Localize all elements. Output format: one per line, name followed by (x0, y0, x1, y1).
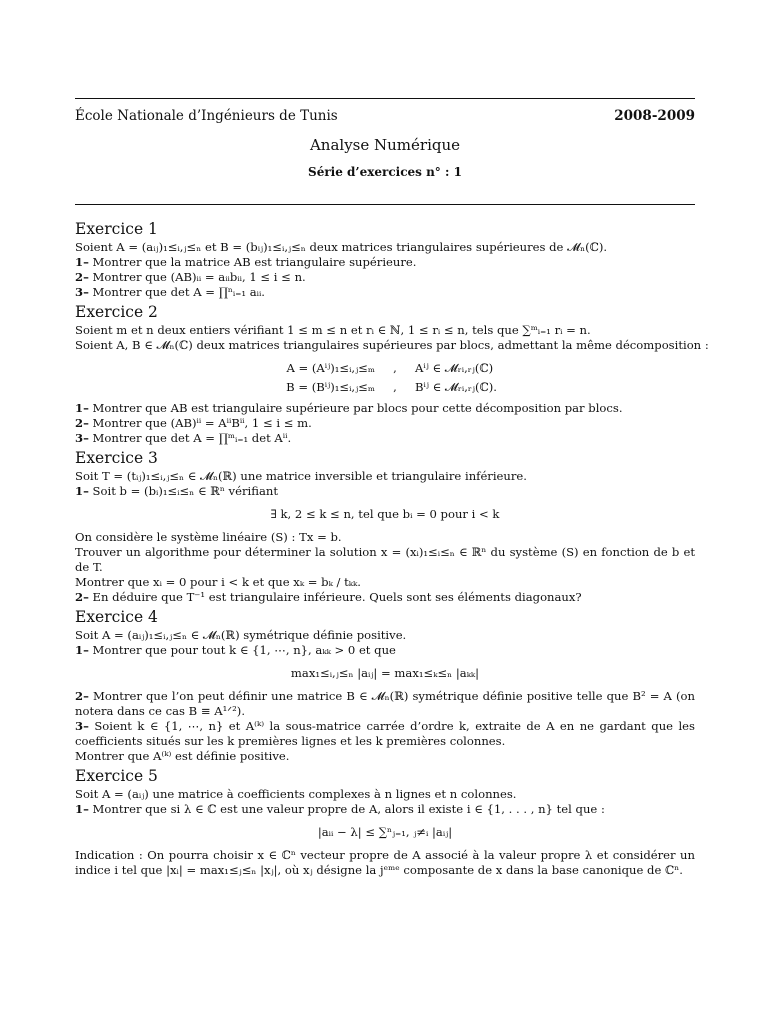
question-number: 3– (75, 431, 89, 445)
equation-right: Bⁱʲ ∈ 𝓜ᵣᵢ,ᵣⱼ(ℂ). (415, 380, 497, 394)
question-text: Soit b = (bᵢ)₁≤ᵢ≤ₙ ∈ ℝⁿ vérifiant (88, 484, 278, 498)
exercise-2-intro-1: Soient m et n deux entiers vérifiant 1 ≤ m ≤ n et rᵢ ∈ ℕ, 1 ≤ rᵢ ≤ n, tels que ∑ᵐᵢ₌₁ rᵢ = n. (75, 323, 591, 337)
equation-separator: , (393, 361, 397, 375)
exercise-1-q3 (75, 285, 695, 300)
exercise-1-q1 (75, 255, 695, 270)
exercise-2-intro-2: Soient A, B ∈ 𝓜ₙ(ℂ) deux matrices triangulaires supérieures par blocs, admettant la même décomposition : (75, 338, 709, 352)
exercise-5-intro: Soit A = (aᵢⱼ) une matrice à coefficients complexes à n lignes et n colonnes. (75, 787, 517, 801)
exercise-2-q3 (75, 431, 695, 446)
question-text: Montrer que AB est triangulaire supérieure par blocs pour cette décomposition par blocs. (88, 401, 623, 415)
question-text: Soient k ∈ {1, ⋯, n} et A⁽ᵏ⁾ la sous-matrice carrée d’ordre k, extraite de A en ne gardant que les coefficients situés sur les k premières lignes et les k premières colonnes. (75, 719, 695, 748)
exercise-2-title: Exercice 2 (75, 303, 158, 321)
exercise-4-q1 (75, 643, 695, 658)
exercise-3-q1 (75, 484, 695, 499)
question-number: 1– (75, 802, 89, 816)
question-number: 2– (75, 689, 89, 703)
exercise-3-q2 (75, 590, 695, 605)
bottom-rule (75, 204, 695, 205)
question-text: Montrer que si λ ∈ ℂ est une valeur propre de A, alors il existe i ∈ {1, . . . , n} tel que : (88, 802, 605, 816)
exercise-1-intro: Soient A = (aᵢⱼ)₁≤ᵢ,ⱼ≤ₙ et B = (bᵢⱼ)₁≤ᵢ,ⱼ≤ₙ deux matrices triangulaires supérieures de 𝓜ₙ(ℂ). (75, 240, 608, 254)
series-subtitle: Série d’exercices n° : 1 (308, 165, 462, 179)
exercise-sheet (75, 0, 709, 1024)
question-text: Montrer que det A = ∏ⁿᵢ₌₁ aᵢᵢ. (88, 285, 265, 299)
question-number: 2– (75, 270, 89, 284)
exercises-body (75, 220, 709, 878)
exercise-4-intro: Soit A = (aᵢⱼ)₁≤ᵢ,ⱼ≤ₙ ∈ 𝓜ₙ(ℝ) symétrique définie positive. (75, 628, 407, 642)
question-text: Montrer que la matrice AB est triangulaire supérieure. (88, 255, 417, 269)
question-number: 1– (75, 401, 89, 415)
question-number: 3– (75, 719, 89, 733)
question-number: 3– (75, 285, 89, 299)
exercise-5-inequality: |aᵢᵢ − λ| ≤ ∑ⁿⱼ₌₁, ⱼ≠ᵢ |aᵢⱼ| (317, 825, 453, 839)
exercise-2-q2 (75, 416, 695, 431)
question-number: 2– (75, 416, 89, 430)
question-number: 1– (75, 484, 89, 498)
exercise-2-q1 (75, 401, 695, 416)
exercise-3-title: Exercice 3 (75, 449, 158, 467)
question-text: En déduire que T⁻¹ est triangulaire inférieure. Quels sont ses éléments diagonaux? (88, 590, 582, 604)
exercise-5-q1 (75, 802, 695, 817)
exercise-5-indication: Indication : On pourra choisir x ∈ ℂⁿ vecteur propre de A associé à la valeur propre λ et considérer un indice i tel que |xᵢ| = max₁≤ⱼ≤ₙ |xⱼ|, où xⱼ désigne la jᵉᵐᵉ composante de x dans la base canonique de ℂⁿ. (75, 848, 695, 877)
top-rule (75, 98, 695, 99)
course-title: Analyse Numérique (309, 136, 461, 154)
question-text: Montrer que (AB)ⁱⁱ = AⁱⁱBⁱⁱ, 1 ≤ i ≤ m. (88, 416, 312, 430)
equation-separator: , (393, 380, 397, 394)
exercise-4-q2 (75, 689, 695, 719)
exercise-3-system: On considère le système linéaire (S) : Tx = b. (75, 530, 342, 544)
exercise-3-condition: ∃ k, 2 ≤ k ≤ n, tel que bᵢ = 0 pour i < k (270, 507, 500, 521)
exercise-4-q3 (75, 719, 695, 749)
exercise-4-equation: max₁≤ᵢ,ⱼ≤ₙ |aᵢⱼ| = max₁≤ₖ≤ₙ |aₖₖ| (290, 666, 480, 680)
equation-b (75, 380, 695, 395)
question-number: 2– (75, 590, 89, 604)
academic-year: 2008-2009 (614, 108, 695, 124)
exercise-3-algorithm: Trouver un algorithme pour déterminer la solution x = (xᵢ)₁≤ᵢ≤ₙ ∈ ℝⁿ du système (S) en fonction de b et de T. (75, 545, 695, 574)
exercise-2-equations (75, 361, 695, 395)
exercise-3-show: Montrer que xᵢ = 0 pour i < k et que xₖ = bₖ / tₖₖ. (75, 575, 361, 589)
equation-a (75, 361, 695, 376)
question-text: Montrer que (AB)ᵢᵢ = aᵢᵢbᵢᵢ, 1 ≤ i ≤ n. (88, 270, 306, 284)
school-name: École Nationale d’Ingénieurs de Tunis (75, 108, 338, 124)
question-number: 1– (75, 255, 89, 269)
question-text: Montrer que l’on peut définir une matrice B ∈ 𝓜ₙ(ℝ) symétrique définie positive telle que B² = A (on notera dans ce cas B ≡ A¹ᐟ²). (75, 689, 695, 718)
exercise-1-title: Exercice 1 (75, 220, 158, 238)
equation-left: B = (Bⁱʲ)₁≤ᵢ,ⱼ≤ₘ (286, 380, 375, 394)
equation-right: Aⁱʲ ∈ 𝓜ᵣᵢ,ᵣⱼ(ℂ) (415, 361, 494, 375)
exercise-4-title: Exercice 4 (75, 608, 158, 626)
question-text: Montrer que pour tout k ∈ {1, ⋯, n}, aₖₖ > 0 et que (88, 643, 396, 657)
question-text: Montrer que det A = ∏ᵐᵢ₌₁ det Aⁱⁱ. (88, 431, 292, 445)
exercise-5-title: Exercice 5 (75, 767, 158, 785)
question-number: 1– (75, 643, 89, 657)
exercise-3-intro: Soit T = (tᵢⱼ)₁≤ᵢ,ⱼ≤ₙ ∈ 𝓜ₙ(ℝ) une matrice inversible et triangulaire inférieure. (75, 469, 527, 483)
exercise-1-q2 (75, 270, 695, 285)
exercise-4-conclusion: Montrer que A⁽ᵏ⁾ est définie positive. (75, 749, 290, 763)
equation-left: A = (Aⁱʲ)₁≤ᵢ,ⱼ≤ₘ (286, 361, 375, 375)
